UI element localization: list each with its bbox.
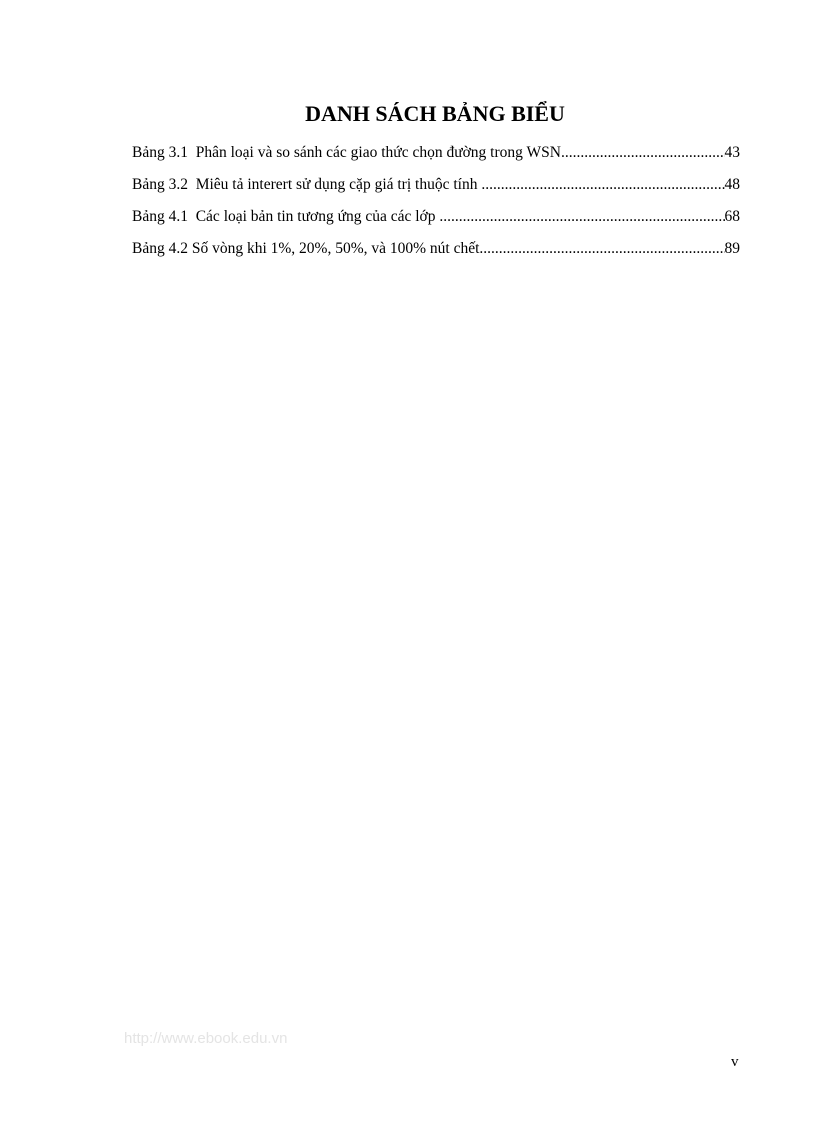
toc-leader-dots xyxy=(481,176,724,194)
toc-leader-dots xyxy=(561,144,725,162)
toc-leader-dots xyxy=(439,208,724,226)
toc-entry-page: 89 xyxy=(724,240,740,257)
toc-entry-bang-3-2[interactable] xyxy=(132,176,740,208)
page-number: v xyxy=(731,1054,739,1070)
toc-entry-text: Phân loại và so sánh các giao thức chọn đường trong WSN xyxy=(195,144,561,161)
toc-entry-page: 48 xyxy=(724,176,740,193)
table-list xyxy=(132,144,740,272)
toc-entry-label: Bảng 4.1 Các loại bản tin tương ứng của các lớp xyxy=(132,208,440,225)
toc-entry-label: Bảng 4.2 Số vòng khi 1%, 20%, 50%, và 100% nút chết xyxy=(132,240,480,257)
toc-entry-text: Các loại bản tin tương ứng của các lớp xyxy=(195,208,440,225)
toc-entry-label: Bảng 3.1 Phân loại và so sánh các giao thức chọn đường trong WSN xyxy=(132,144,561,161)
toc-leader-dots xyxy=(479,240,724,258)
toc-entry-bang-4-2[interactable] xyxy=(132,240,740,272)
toc-entry-text: Miêu tả interert sử dụng cặp giá trị thuộc tính xyxy=(195,176,482,193)
toc-entry-bang-4-1[interactable] xyxy=(132,208,740,240)
page-title: DANH SÁCH BẢNG BIỂU xyxy=(305,101,565,126)
toc-entry-label: Bảng 3.2 Miêu tả interert sử dụng cặp giá trị thuộc tính xyxy=(132,176,482,193)
toc-entry-text: Số vòng khi 1%, 20%, 50%, và 100% nút chết xyxy=(191,240,480,257)
toc-entry-page: 43 xyxy=(724,144,740,161)
toc-entry-bang-3-1[interactable] xyxy=(132,144,740,176)
watermark-url: http://www.ebook.edu.vn xyxy=(124,1030,288,1047)
toc-entry-page: 68 xyxy=(724,208,740,225)
